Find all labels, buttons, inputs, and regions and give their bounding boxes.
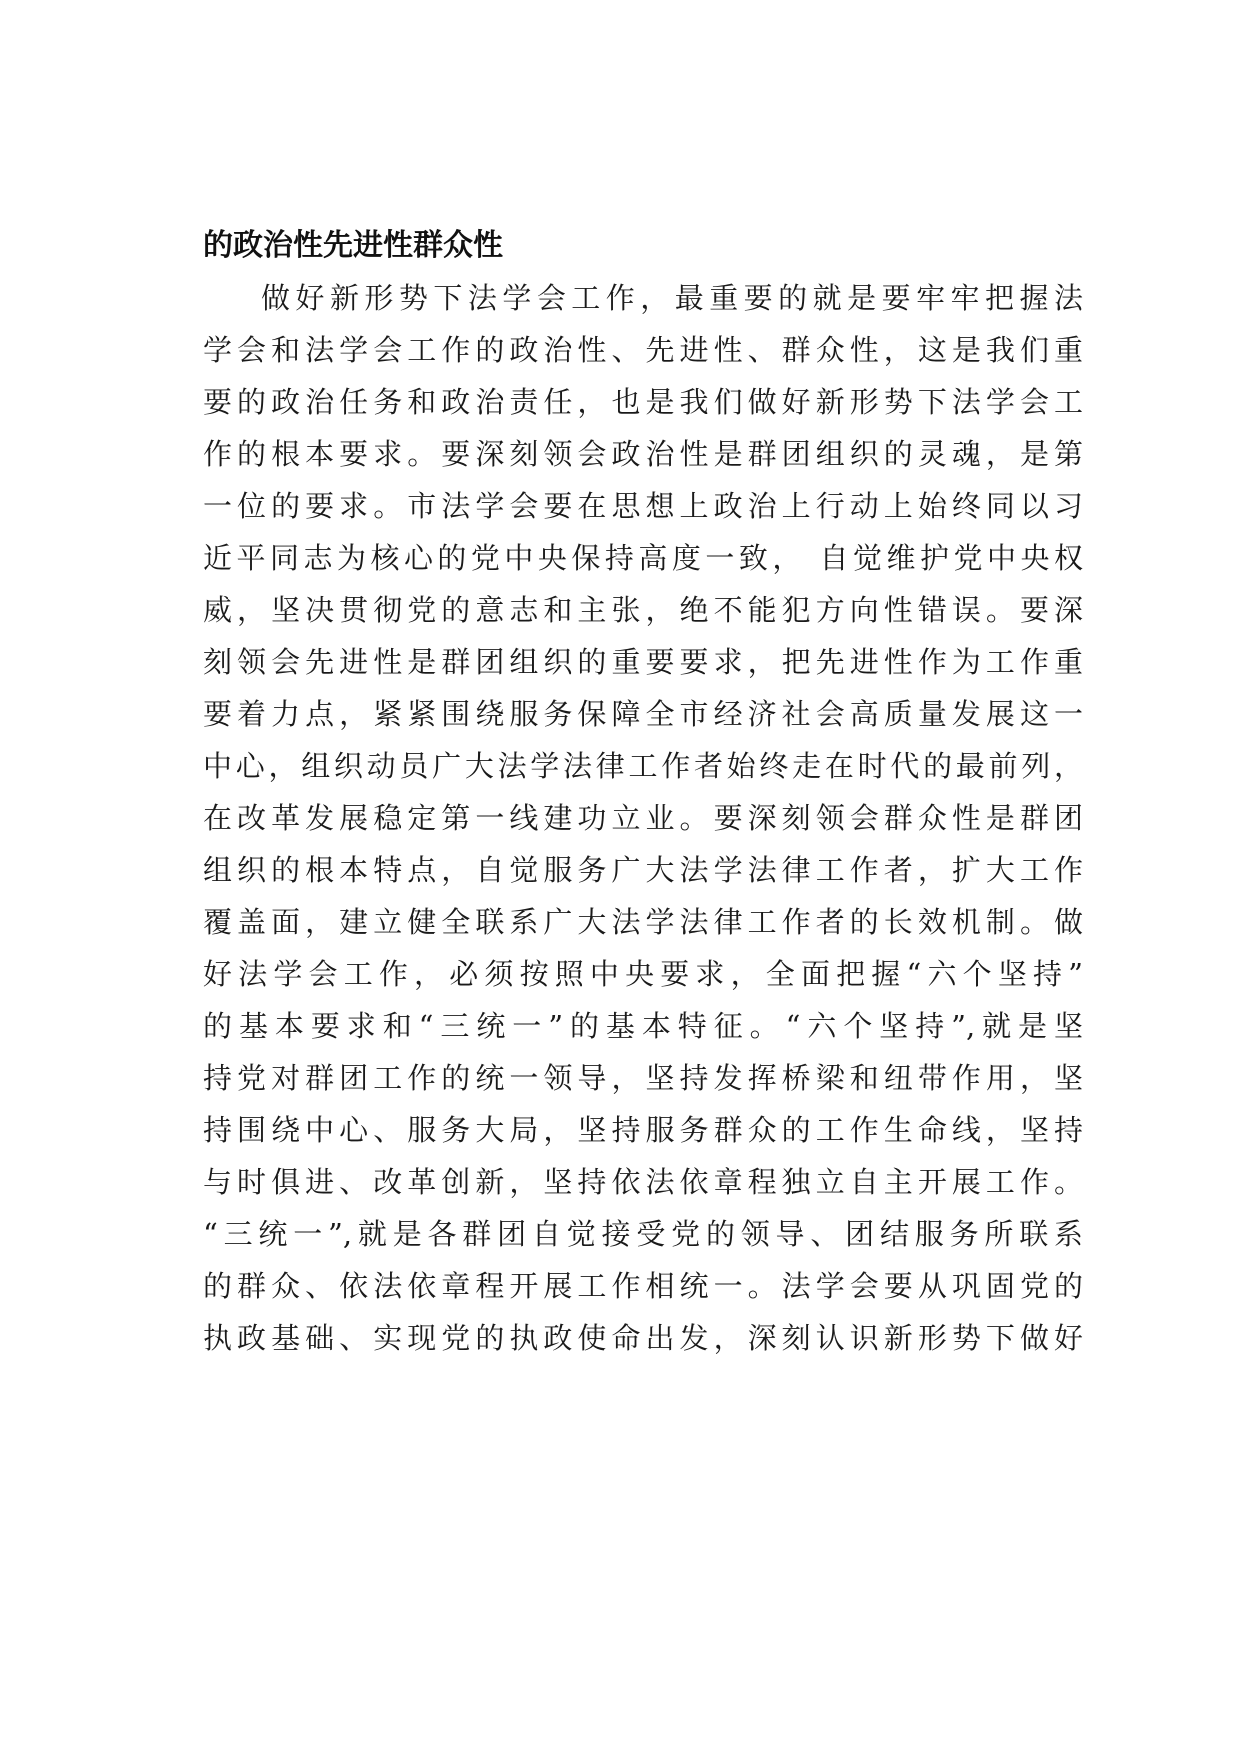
text-line: 做好新形势下法学会工作，最重要的就是要牢牢把握法: [261, 281, 1083, 315]
text-line: 刻领会先进性是群团组织的重要要求，把先进性作为工作重: [203, 645, 1083, 679]
text-line: 的群众、依法依章程开展工作相统一。法学会要从巩固党的: [203, 1269, 1083, 1303]
section-heading: 的政治性先进性群众性: [203, 228, 503, 263]
text-line: 威，坚决贯彻党的意志和主张，绝不能犯方向性错误。要深: [203, 593, 1083, 627]
text-line: 持党对群团工作的统一领导，坚持发挥桥梁和纽带作用，坚: [203, 1061, 1083, 1095]
text-line: 好法学会工作，必须按照中央要求，全面把握“六个坚持”: [203, 957, 1083, 991]
text-line: 覆盖面，建立健全联系广大法学法律工作者的长效机制。做: [203, 905, 1083, 939]
body-paragraph: [203, 272, 1083, 1364]
text-line: 中心，组织动员广大法学法律工作者始终走在时代的最前列，: [203, 749, 1083, 783]
text-line: 要的政治任务和政治责任，也是我们做好新形势下法学会工: [203, 385, 1083, 419]
document-body: [203, 227, 1083, 1364]
text-line: 作的根本要求。要深刻领会政治性是群团组织的灵魂，是第: [203, 437, 1083, 471]
text-line: 一位的要求。市法学会要在思想上政治上行动上始终同以习: [203, 489, 1083, 523]
text-line: 执政基础、实现党的执政使命出发，深刻认识新形势下做好: [203, 1321, 1083, 1355]
text-line: 近平同志为核心的党中央保持高度一致， 自觉维护党中央权: [203, 541, 1083, 575]
text-line: 组织的根本特点，自觉服务广大法学法律工作者，扩大工作: [203, 853, 1083, 887]
text-line: 学会和法学会工作的政治性、先进性、群众性，这是我们重: [203, 333, 1083, 367]
text-line: 的基本要求和“三统一”的基本特征。“六个坚持”,就是坚: [203, 1009, 1083, 1043]
text-line: 在改革发展稳定第一线建功立业。要深刻领会群众性是群团: [203, 801, 1083, 835]
text-line: 持围绕中心、服务大局，坚持服务群众的工作生命线，坚持: [203, 1113, 1083, 1147]
text-line: “三统一”,就是各群团自觉接受党的领导、团结服务所联系: [203, 1217, 1083, 1251]
text-line: 与时俱进、改革创新，坚持依法依章程独立自主开展工作。: [203, 1165, 1083, 1199]
text-line: 要着力点，紧紧围绕服务保障全市经济社会高质量发展这一: [203, 697, 1083, 731]
